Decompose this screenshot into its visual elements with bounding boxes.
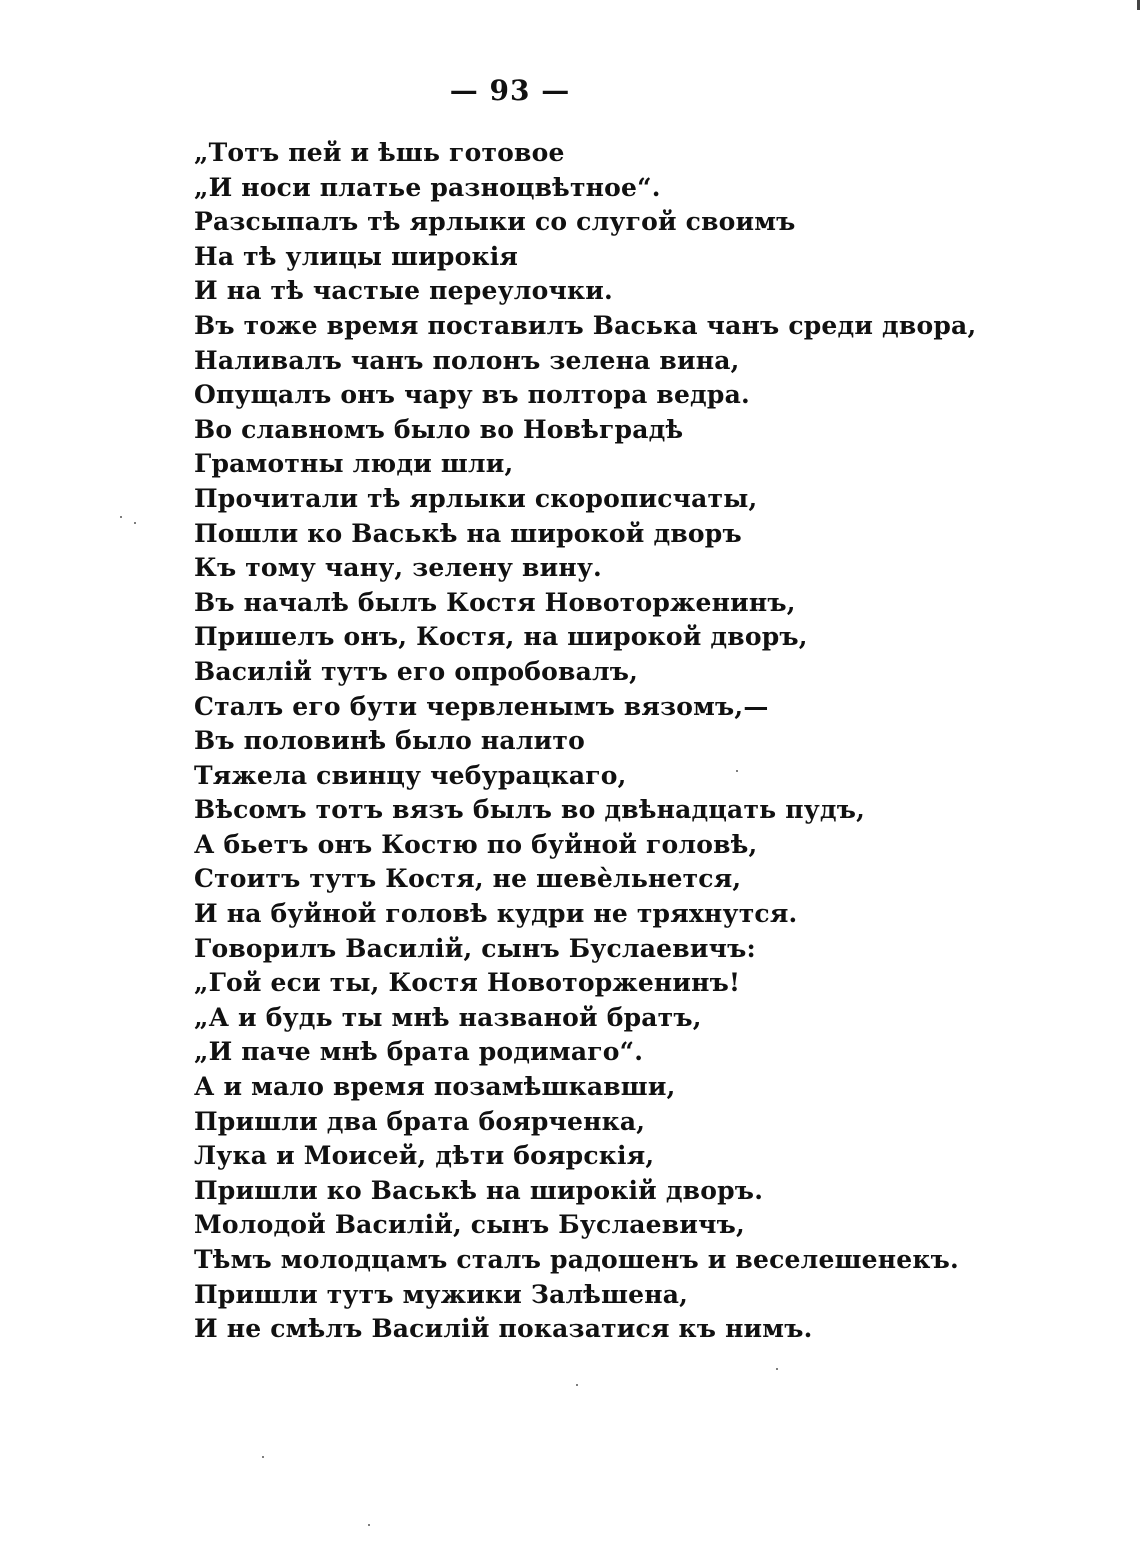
verse-line: „А и будь ты мнѣ названой братъ, xyxy=(194,1002,702,1032)
scan-speck xyxy=(120,516,122,518)
verse-text xyxy=(194,136,977,1347)
verse-line: Стоитъ тутъ Костя, не шевѐльнется, xyxy=(194,864,742,894)
verse-line: Грамотны люди шли, xyxy=(194,449,514,479)
verse-line: „Тотъ пей и ѣшь готовое xyxy=(194,138,565,167)
verse-line: Прочитали тѣ ярлыки скорописчаты, xyxy=(194,483,758,513)
scan-speck xyxy=(576,1384,578,1386)
verse-line: Василій тутъ его опробовалъ, xyxy=(194,656,639,686)
verse-line: Въ началѣ былъ Костя Новоторженинъ, xyxy=(194,587,796,617)
verse-line: Тяжела свинцу чебурацкаго, xyxy=(194,760,627,790)
verse-line: Въ половинѣ было налито xyxy=(194,726,585,756)
verse-line: Наливалъ чанъ полонъ зелена вина, xyxy=(194,345,740,375)
verse-line: Пошли ко Васькѣ на широкой дворъ xyxy=(194,518,742,548)
verse-line: И на тѣ частые переулочки. xyxy=(194,276,613,306)
verse-line: Въ тоже время поставилъ Васька чанъ среди двора, xyxy=(194,310,977,340)
verse-line: Опущалъ онъ чару въ полтора ведра. xyxy=(194,380,750,410)
verse-line: „Гой еси ты, Костя Новоторженинъ! xyxy=(194,968,741,998)
scan-speck xyxy=(736,770,738,772)
verse-line: Говорилъ Василій, сынъ Буслаевичъ: xyxy=(194,933,756,963)
verse-line: Молодой Василій, сынъ Буслаевичъ, xyxy=(194,1210,745,1240)
scan-speck xyxy=(368,1524,370,1526)
verse-line: „И носи платье разноцвѣтное“. xyxy=(194,172,661,202)
verse-line: На тѣ улицы широкія xyxy=(194,241,519,271)
verse-line: „И паче мнѣ брата родимаго“. xyxy=(194,1037,644,1067)
verse-line: Пришелъ онъ, Костя, на широкой дворъ, xyxy=(194,622,808,652)
verse-line: Лука и Моисей, дѣти боярскія, xyxy=(194,1141,655,1171)
verse-line: И на буйной головѣ кудри не тряхнутся. xyxy=(194,899,798,929)
verse-line: Во славномъ было во Новѣградѣ xyxy=(194,414,684,444)
verse-line: Къ тому чану, зелену вину. xyxy=(194,553,602,583)
verse-line: А бьетъ онъ Костю по буйной головѣ, xyxy=(194,829,758,859)
verse-line: Пришли тутъ мужики Залѣшена, xyxy=(194,1279,689,1309)
verse-line: Сталъ его бути червленымъ вязомъ,— xyxy=(194,691,769,721)
verse-line: Пришли ко Васькѣ на широкій дворъ. xyxy=(194,1175,764,1205)
scan-speck xyxy=(776,1368,778,1370)
verse-line: И не смѣлъ Василій показатися къ нимъ. xyxy=(194,1314,813,1344)
verse-line: Тѣмъ молодцамъ сталъ радошенъ и веселешенекъ. xyxy=(194,1245,959,1274)
scan-speck xyxy=(134,522,136,524)
page-number: — 93 — xyxy=(449,74,571,107)
verse-line: А и мало время позамѣшкавши, xyxy=(194,1072,676,1102)
verse-line: Разсыпалъ тѣ ярлыки со слугой своимъ xyxy=(194,207,796,237)
verse-line: Вѣсомъ тотъ вязъ былъ во двѣнадцать пудъ, xyxy=(194,795,866,825)
verse-line: Пришли два брата боярченка, xyxy=(194,1106,646,1136)
scan-speck xyxy=(262,1456,264,1458)
